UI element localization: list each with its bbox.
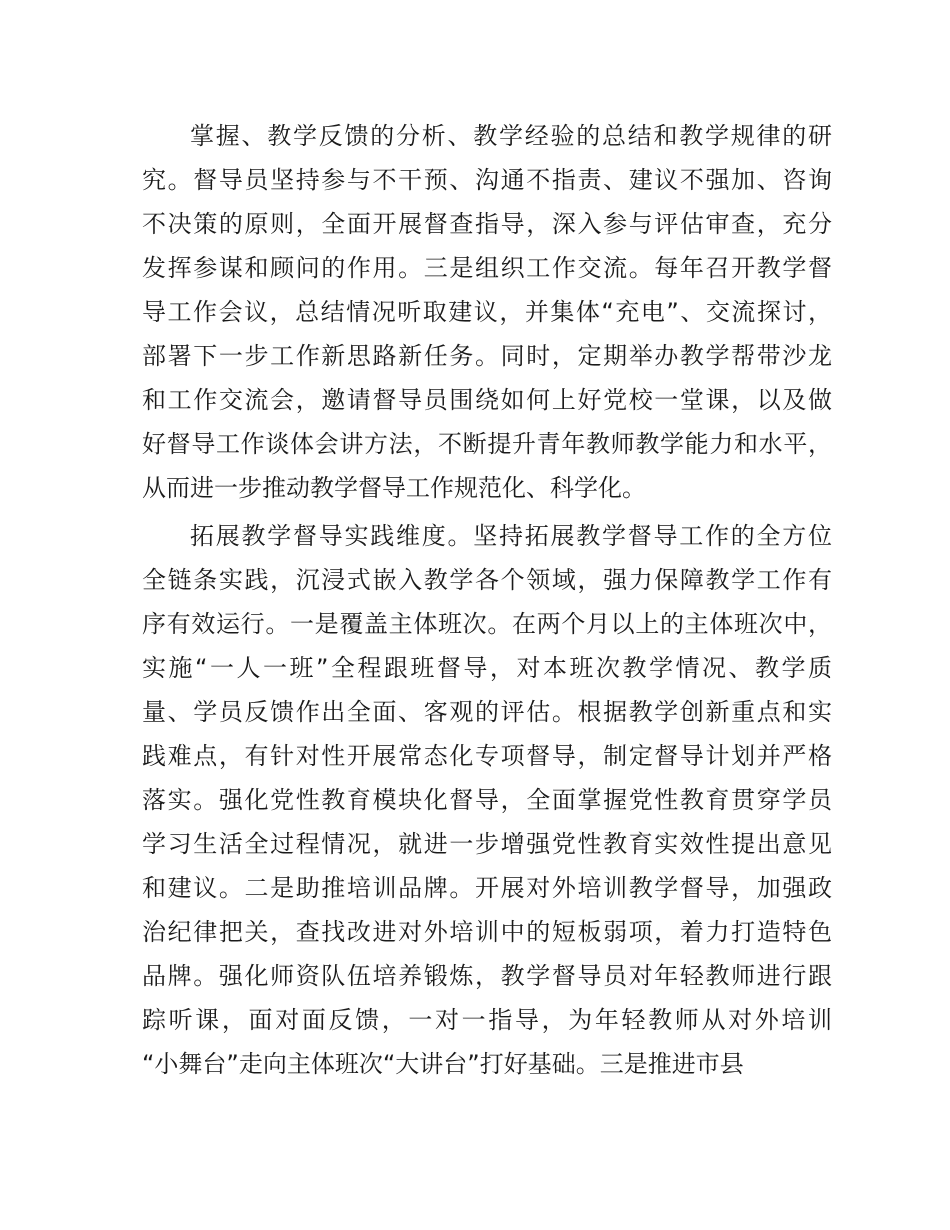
text-line: 掌握、教学反馈的分析、教学经验的总结和教学规律的研 (190, 122, 832, 150)
text-line: 部署下一步工作新思路新任务。同时，定期举办教学帮带沙龙 (142, 342, 832, 370)
text-line: 品牌。强化师资队伍培养锻炼，教学督导员对年轻教师进行跟 (142, 962, 832, 990)
paragraph-2 (142, 514, 832, 1086)
text-line: 实施“一人一班”全程跟班督导，对本班次教学情况、教学质 (142, 654, 832, 682)
text-line: 全链条实践，沉浸式嵌入教学各个领域，强力保障教学工作有 (142, 566, 832, 594)
text-line: 落实。强化党性教育模块化督导，全面掌握党性教育贯穿学员 (142, 786, 832, 814)
text-line: 和建议。二是助推培训品牌。开展对外培训教学督导，加强政 (142, 874, 832, 902)
text-line: 不决策的原则，全面开展督查指导，深入参与评估审查，充分 (142, 210, 832, 238)
text-line: “小舞台”走向主体班次“大讲台”打好基础。三是推进市县 (142, 1050, 744, 1078)
text-line: 好督导工作谈体会讲方法，不断提升青年教师教学能力和水平， (142, 430, 832, 458)
text-line: 践难点，有针对性开展常态化专项督导，制定督导计划并严格 (142, 742, 832, 770)
text-line: 导工作会议，总结情况听取建议，并集体“充电”、交流探讨， (142, 298, 832, 326)
text-line: 量、学员反馈作出全面、客观的评估。根据教学创新重点和实 (142, 698, 832, 726)
text-line: 和工作交流会，邀请督导员围绕如何上好党校一堂课，以及做 (142, 386, 832, 414)
text-line: 从而进一步推动教学督导工作规范化、科学化。 (142, 474, 646, 502)
text-line: 拓展教学督导实践维度。坚持拓展教学督导工作的全方位 (190, 522, 832, 550)
text-line: 学习生活全过程情况，就进一步增强党性教育实效性提出意见 (142, 830, 832, 858)
text-line: 治纪律把关，查找改进对外培训中的短板弱项，着力打造特色 (142, 918, 832, 946)
text-line: 发挥参谋和顾问的作用。三是组织工作交流。每年召开教学督 (142, 254, 832, 282)
paragraph-1 (142, 114, 832, 510)
text-line: 踪听课，面对面反馈，一对一指导，为年轻教师从对外培训 (142, 1006, 832, 1034)
text-line: 究。督导员坚持参与不干预、沟通不指责、建议不强加、咨询 (142, 166, 832, 194)
text-line: 序有效运行。一是覆盖主体班次。在两个月以上的主体班次中， (142, 610, 832, 638)
